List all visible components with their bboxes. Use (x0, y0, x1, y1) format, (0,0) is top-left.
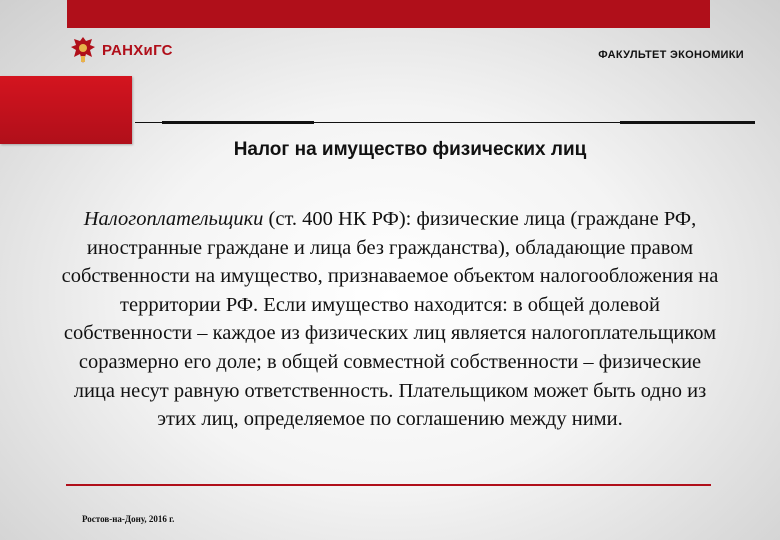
eagle-emblem-icon (70, 35, 96, 65)
slide-body (56, 205, 724, 434)
slide-title: Налог на имущество физических лиц (233, 139, 587, 160)
faculty-label: ФАКУЛЬТЕТ ЭКОНОМИКИ (598, 49, 744, 61)
title-rule-segment-left (162, 121, 314, 124)
bottom-red-rule (66, 484, 711, 486)
top-red-bar (67, 0, 710, 28)
red-accent-block (0, 76, 132, 144)
footer-location-year: Ростов-на-Дону, 2016 г. (82, 514, 175, 524)
body-paragraph: (ст. 400 НК РФ): физические лица (граждане РФ, иностранные граждане и лица без гражданства), обладающие правом собственности на имущество, признаваемое объектом налогообложения на территории РФ. Если имущество находится: в общей долевой собственности – каждое из физических лиц является налогоплательщиком соразмерно его доле; в общей совместной собственности – физические лица несут равную ответственность. Плательщиком может быть одно из этих лиц, определяемое по соглашению между ними. (61, 208, 719, 431)
ranepa-logo (70, 32, 173, 68)
title-rule-segment-right (620, 121, 755, 124)
body-italic-term: Налогоплательщики (83, 208, 264, 230)
logo-text: РАНХиГС (102, 41, 173, 59)
